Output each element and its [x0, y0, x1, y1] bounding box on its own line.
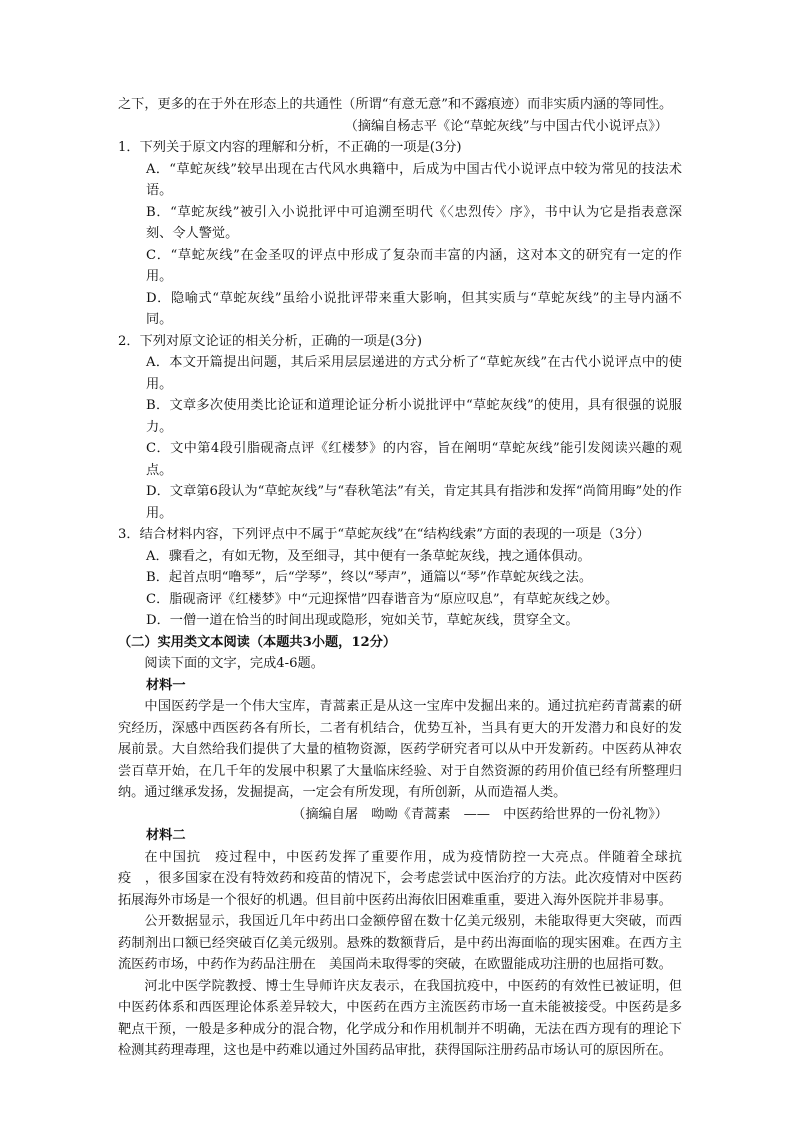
question-1-option-b: B．“草蛇灰线”被引入小说批评中可追溯至明代《〈忠烈传〉序》，书中认为它是指表意深刻、令人警觉。: [146, 204, 682, 241]
material-1-text: 中国医药学是一个伟大宝库，青蒿素正是从这一宝库中发掘出来的。通过抗疟药青蒿素的研究经历，深感中西医药各有所长，二者有机结合，优势互补，当具有更大的开发潜力和良好的发展前景。大自然给我们提供了大量的植物资源，医药学研究者可以从中开发新药。中医药从神农尝百草开始，在几千年的发展中积累了大量临床经验、对于自然资源的药用价值已经有所整理归纳。通过继承发扬，发掘提高，一定会有所发现，有所创新，从而造福人类。: [118, 699, 682, 800]
material-1-source: （摘编自屠 呦呦《青蒿素 —— 中医药给世界的一份礼物》）: [292, 806, 668, 822]
intro-text: 之下，更多的在于外在形态上的共通性（所谓“有意无意”和不露痕迹）而非实质内涵的等同性。: [118, 97, 673, 112]
question-2-option-a: A．本文开篇提出问题，其后采用层层递进的方式分析了“草蛇灰线”在古代小说评点中的使用。: [146, 355, 682, 392]
question-2-stem: 2．下列对原文论证的相关分析，正确的一项是(3分): [118, 333, 423, 349]
question-2-option-c: C．文中第4段引脂砚斋点评《红楼梦》的内容，旨在阐明“草蛇灰线”能引发阅读兴趣的观点。: [146, 441, 682, 478]
question-3-option-c: C．脂砚斋评《红楼梦》中“元迎探惜”四春谐音为“原应叹息”，有草蛇灰线之妙。: [146, 591, 619, 607]
exam-page: [118, 94, 682, 1062]
material-2-paragraph-1: 在中国抗 疫过程中，中医药发挥了重要作用，成为疫情防控一大亮点。伴随着全球抗疫 ，很多国家在没有特效药和疫苗的情况下，会考虑尝试中医治疗的方法。此次疫情对中医药拓展海外市场是一个很好的机遇。但目前中医药出海依旧困难重重，要进入海外医院并非易事。: [118, 849, 682, 908]
material-2-paragraph-3: 河北中医学院教授、博士生导师许庆友表示，在我国抗疫中，中医药的有效性已被证明，但中医药体系和西医理论体系差异较大，中医药在西方主流医药市场一直未能被接受。中医药是多靶点干预，一般是多种成分的混合物，化学成分和作用机制并不明确，无法在西方现有的理论下检测其药理毒理，这也是中药难以通过外国药品审批，获得国际注册药品市场认可的原因所在。: [118, 978, 682, 1058]
question-3-option-a: A．骤看之，有如无物，及至细寻，其中便有一条草蛇灰线，拽之通体俱动。: [146, 548, 591, 564]
question-2-option-d: D．文章第6段认为“草蛇灰线”与“春秋笔法”有关，肯定其具有指涉和发挥“尚简用晦”处的作用。: [146, 484, 682, 521]
question-2-option-b: B．文章多次使用类比论证和道理论证分析小说批评中“草蛇灰线”的使用，具有很强的说服力。: [146, 398, 682, 435]
question-1-option-a: A．“草蛇灰线”较早出现在古代风水典籍中，后成为中国古代小说评点中较为常见的技法术语。: [146, 161, 682, 198]
section-2-instruction: 阅读下面的文字，完成4-6题。: [144, 656, 324, 671]
intro-source: （摘编自杨志平《论“草蛇灰线”与中国古代小说评点》）: [344, 118, 668, 134]
question-3-stem: 3．结合材料内容，下列评点中不属于“草蛇灰线”在“结构线索”方面的表现的一项是（3分）: [118, 527, 650, 542]
material-2-label: 材料二: [146, 828, 186, 843]
question-3-option-b: B．起首点明“噜琴”，后“学琴”，终以“琴声”，通篇以“琴”作草蛇灰线之法。: [146, 570, 593, 585]
section-2-title: （二）实用类文本阅读（本题共3小题，12分）: [118, 634, 397, 650]
question-1-option-c: C．“草蛇灰线”在金圣叹的评点中形成了复杂而丰富的内涵，这对本文的研究有一定的作用。: [146, 247, 682, 284]
question-3-option-d: D．一僧一道在恰当的时间出现或隐形，宛如关节，草蛇灰线，贯穿全文。: [146, 613, 579, 628]
question-1-stem: 1．下列关于原文内容的理解和分析，不正确的一项是(3分): [118, 140, 462, 155]
material-1-label: 材料一: [146, 677, 186, 693]
material-2-paragraph-2: 公开数据显示，我国近几年中药出口金额停留在数十亿美元级别，未能取得更大突破，而西药制剂出口额已经突破百亿美元级别。悬殊的数额背后，是中药出海面临的现实困难。在西方主流医药市场，中药作为药品注册在 美国尚未取得零的突破，在欧盟能成功注册的也屈指可数。: [118, 914, 682, 972]
question-1-option-d: D．隐喻式“草蛇灰线”虽给小说批评带来重大影响，但其实质与“草蛇灰线”的主导内涵不同。: [146, 290, 682, 327]
